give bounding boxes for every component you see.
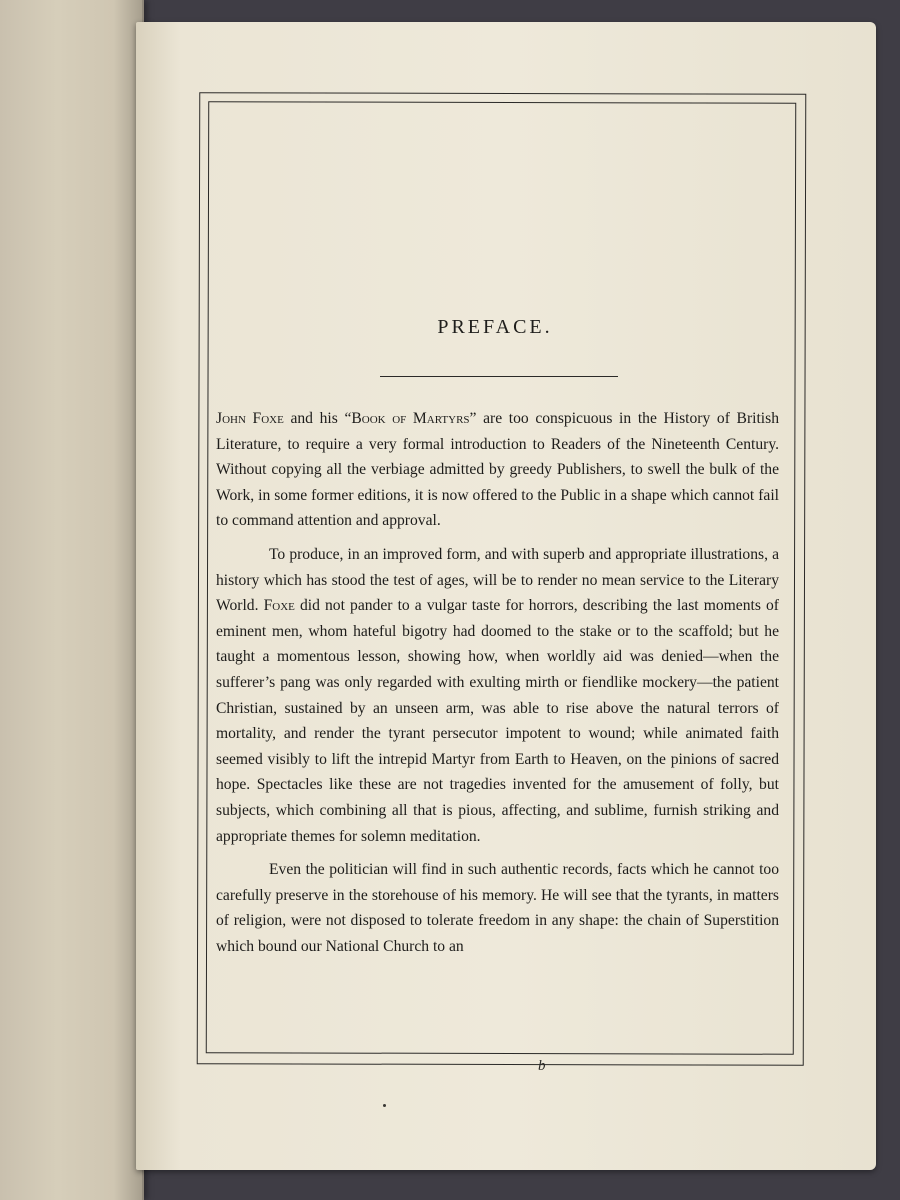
facing-page xyxy=(0,0,144,1200)
page-title: PREFACE. xyxy=(437,316,553,338)
paragraph-2: To produce, in an improved form, and with superb and appropriate illustrations, a history which has stood the test of ages, will be to render no mean service to the Literary World. Foxe did not pander to a vulgar taste for horrors, describing the last moments of eminent men, whom hateful bigotry had doomed to the stake or to the scaffold; but he taught a momentous lesson, showing how, when worldly aid was denied—when the sufferer’s pang was only regarded with exulting mirth or fiendlike mockery—the patient Christian, sustained by an unseen arm, was able to rise above the natural terrors of mortality, and render the tyrant persecutor impotent to wound; while animated faith seemed visibly to lift the intrepid Martyr from Earth to Heaven, on the pinions of sacred hope. Spectacles like these are not tragedies invented for the amusement of folly, but subjects, which combining all that is pious, affecting, and sublime, furnish striking and appropriate themes for solemn meditation. xyxy=(216,545,779,845)
paragraph-1: John Foxe and his “Book of Martyrs” are too conspicuous in the History of British Literature, to require a very formal introduction to Readers of the Nineteenth Century. Without copying all the verbiage admitted by greedy Publishers, to swell the bulk of the Work, in some former editions, it is now offered to the Public in a shape which cannot fail to command attention and approval. xyxy=(216,410,780,530)
preface-body xyxy=(216,406,779,967)
author-name: John Foxe xyxy=(216,410,284,427)
book-title: Book of Martyrs xyxy=(351,410,470,427)
page-speck xyxy=(383,1104,386,1107)
title-rule xyxy=(380,376,618,377)
signature-mark: b xyxy=(538,1058,546,1074)
paragraph-3: Even the politician will find in such authentic records, facts which he cannot too carefully preserve in the storehouse of his memory. He will see that the tyrants, in matters of religion, were not disposed to tolerate freedom in any shape: the chain of Superstition which bound our National Church to an xyxy=(216,861,779,955)
author-name-inline: Foxe xyxy=(263,597,295,615)
